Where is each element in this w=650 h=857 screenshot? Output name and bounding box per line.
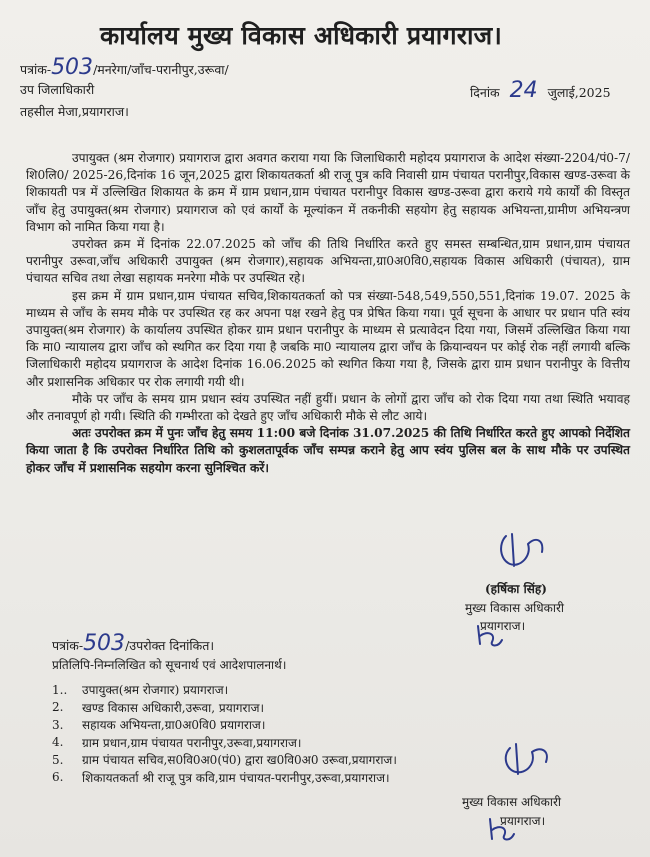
- date-line: [470, 78, 611, 103]
- list-item: [52, 769, 482, 787]
- copy-patrank-handwritten-number: 503: [83, 631, 126, 656]
- list-item: [52, 681, 482, 699]
- list-item-number: 6.: [52, 770, 64, 785]
- signatory-place-2: प्रयागराज।: [500, 814, 546, 828]
- copy-list: [52, 681, 482, 786]
- initial-mark-2: [482, 815, 522, 847]
- list-item: [52, 751, 482, 769]
- copy-intro: प्रतिलिपि-निम्नलिखित को सूचनार्थ एवं आदेशपालनार्थ।: [52, 658, 287, 672]
- body-paragraph-4: मौके पर जाँच के समय ग्राम प्रधान स्वंय उपस्थित नहीं हुयीं। प्रधान के लोगों द्वारा जाँच को रोक दिया गया तथा स्थिति भयावह और तनावपूर्ण हो गयी। स्थिति की गम्भीरता को देखते हुए जाँच अधिकारी मौके से लौट आये।: [26, 391, 630, 424]
- list-item: [52, 699, 482, 717]
- list-item-text: खण्ड विकास अधिकारी,उरूवा, प्रयागराज।: [82, 700, 265, 715]
- list-item-number: 4.: [52, 735, 64, 750]
- date-label: दिनांक: [470, 85, 500, 100]
- body-paragraph-3: इस क्रम में ग्राम प्रधान,ग्राम पंचायत सचिव,शिकायतकर्ता को पत्र संख्या-548,549,550,551,दिनांक 19.07. 2025 के माध्यम से जाँच के समय मौके पर उपस्थित रह कर अपना पक्ष रखने हेतु पत्र प्रेषित किया गया। पूर्व सूचना के आधार पर प्रधान पति स्वंय उपायुक्त(श्रम रोजगार) के कार्यालय उपस्थित होकर ग्राम प्रधान परानीपुर के माध्यम से प्रत्यावेदन दिया गया, जिसमें उल्लिखित किया गया कि मा0 न्यायालय द्वारा जाँच को स्थगित कर दिया गया है जबकि मा0 न्यायालय द्वारा जाँच के क्रियान्वयन पर कोई रोक नहीं लगायी बल्कि जिलाधिकारी महोदय प्रयागराज के आदेश दिनांक 16.06.2025 को स्थगित किया गया है, जिसके द्वारा ग्राम प्रधान परानीपुर के वित्तीय और प्रशासनिक अधिकार पर रोक लगायी गयी थी।: [26, 288, 630, 389]
- copy-patrank-label: पत्रांक-: [52, 638, 84, 653]
- recipient-line-1: उप जिलाधिकारी: [20, 82, 95, 97]
- list-item-text: उपायुक्त(श्रम रोजगार) प्रयागराज।: [82, 683, 229, 698]
- signature-mark-1: [492, 526, 552, 576]
- patrank-handwritten-number: 503: [51, 55, 94, 80]
- office-title: कार्यालय मुख्य विकास अधिकारी प्रयागराज।: [100, 21, 503, 50]
- list-item: [52, 716, 482, 734]
- list-item: [52, 734, 482, 752]
- list-item-text: ग्राम पंचायत सचिव,स0वि0अ0(पं0) द्वारा ख0वि0अ0 उरूवा,प्रयागराज।: [82, 753, 397, 768]
- body-paragraph-1: उपायुक्त (श्रम रोजगार) प्रयागराज द्वारा अवगत कराया गया कि जिलाधिकारी महोदय प्रयागराज के आदेश संख्या-2204/पं0-7/शि0लि0/ 2025-26,दिनांक 16 जून,2025 द्वारा शिकायतकर्ता श्री राजू पुत्र कवि निवासी ग्राम पंचायत परानीपुर,विकास खण्ड-उरूवा के शिकायती पत्र में उल्लिखित शिकायत के क्रम में ग्राम प्रधान,ग्राम पंचायत परानीपुर विकास खण्ड-उरूवा द्वारा कराये गये कार्यों की विस्तृत जाँच हेतु उपायुक्त(श्रम रोजगार) प्रयागराज को एवं कार्यों के मूल्यांकन में तकनीकी सहयोग हेतु सहायक अभियन्ता,ग्रामीण अभियन्त्रण विभाग को नामित किया गया है।: [26, 151, 630, 234]
- signatory-name: (हर्षिका सिंह): [485, 582, 547, 596]
- date-handwritten-day: 24: [509, 78, 538, 103]
- list-item-number: 3.: [52, 717, 64, 732]
- initial-mark-1: [470, 622, 510, 652]
- copy-patrank-suffix: /उपरोक्त दिनांकित।: [125, 638, 215, 653]
- recipient-line-2: तहसील मेजा,प्रयागराज।: [20, 104, 129, 119]
- reference-number-line: [20, 55, 229, 80]
- list-item-text: सहायक अभियन्ता,ग्रा0अ0वि0 प्रयागराज।: [82, 718, 266, 733]
- signatory-designation: मुख्य विकास अधिकारी: [465, 601, 564, 615]
- list-item-text: शिकायतकर्ता श्री राजू पुत्र कवि,ग्राम पंचायत-परानीपुर,उरूवा,प्रयागराज।: [82, 770, 390, 785]
- list-item-text: ग्राम प्रधान,ग्राम पंचायत परानीपुर,उरूवा,प्रयागराज।: [82, 735, 302, 750]
- letter-body: [26, 150, 630, 477]
- list-item-number: 2.: [52, 700, 64, 715]
- copy-reference-line: [52, 631, 214, 656]
- list-item-number: 1..: [52, 682, 68, 697]
- patrank-suffix: /मनरेगा/जाँच-परानीपुर,उरूवा/: [93, 62, 229, 77]
- body-paragraph-2: उपरोक्त क्रम में दिनांक 22.07.2025 को जाँच की तिथि निर्धारित करते हुए समस्त सम्बन्धित,ग्राम प्रधान,ग्राम पंचायत परानीपुर उरूवा,जाँच अधिकारी उपायुक्त (श्रम रोजगार),सहायक अभियन्ता,ग्रा0अ0वि0,सहायक विकास अधिकारी (पंचायत), ग्राम पंचायत सचिव तथा लेखा सहायक मनरेगा मौके पर उपस्थित रहे।: [26, 237, 630, 286]
- list-item-number: 5.: [52, 752, 64, 767]
- date-month-year: जुलाई,2025: [547, 85, 611, 100]
- signatory-place: प्रयागराज।: [480, 619, 526, 633]
- body-paragraph-5: अतः उपरोक्त क्रम में पुनः जाँच हेतु समय 11:00 बजे दिनांक 31.07.2025 की तिथि निर्धारित करते हुए आपको निर्देशित किया जाता है कि उपरोक्त निर्धारित तिथि को कुशलतापूर्वक जाँच सम्पन्न कराने हेतु आप स्वंय पुलिस बल के साथ मौके पर उपस्थित होकर जाँच में प्रशासनिक सहयोग करना सुनिश्चित करें।: [26, 426, 630, 475]
- signatory-designation-2: मुख्य विकास अधिकारी: [462, 795, 561, 809]
- patrank-label: पत्रांक-: [20, 62, 52, 77]
- signature-mark-2: [498, 738, 558, 784]
